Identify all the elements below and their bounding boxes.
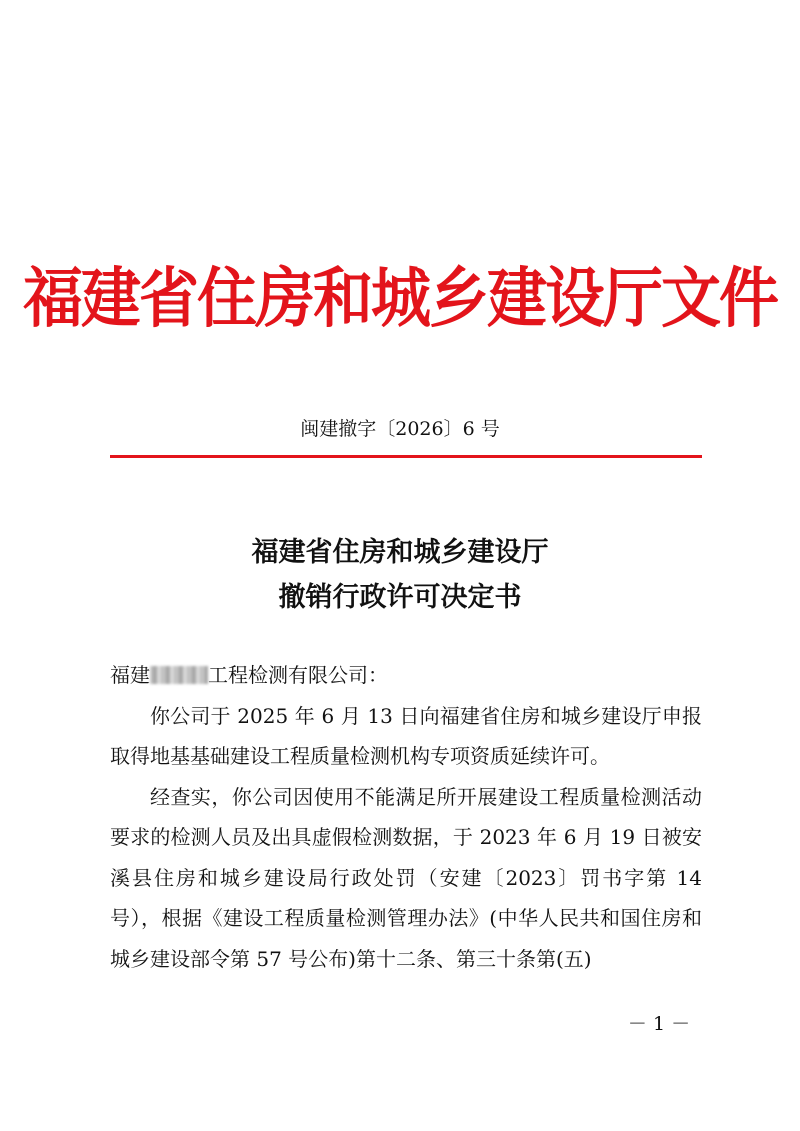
document-body [110, 655, 702, 979]
document-title-line2: 撤销行政许可决定书 [278, 582, 522, 613]
agency-header-title: 福建省住房和城乡建设厅文件 [23, 261, 777, 337]
redacted-company-name [150, 666, 208, 684]
body-paragraph-2: 经查实，你公司因使用不能满足所开展建设工程质量检测活动要求的检测人员及出具虚假检测数据，于 2023 年 6 月 19 日被安溪县住房和城乡建设局行政处罚（安建〔2023〕罚书字第 14 号），根据《建设工程质量检测管理办法》(中华人民共和国住房和城乡建设部令第 57 号公布)第十二条、第三十条第(五) [110, 784, 702, 971]
document-title-line1: 福建省住房和城乡建设厅 [251, 537, 549, 568]
body-paragraph-1: 你公司于 2025 年 6 月 13 日向福建省住房和城乡建设厅申报取得地基基础建设工程质量检测机构专项资质延续许可。 [110, 703, 702, 768]
addressee-suffix: 工程检测有限公司： [208, 663, 388, 687]
document-number: 闽建撤字〔2026〕6 号 [300, 418, 500, 440]
red-divider-line [110, 455, 702, 458]
page-number: － 1 － [627, 1013, 691, 1035]
addressee-line [110, 655, 702, 696]
document-title [0, 530, 800, 620]
addressee-prefix: 福建 [110, 663, 150, 687]
